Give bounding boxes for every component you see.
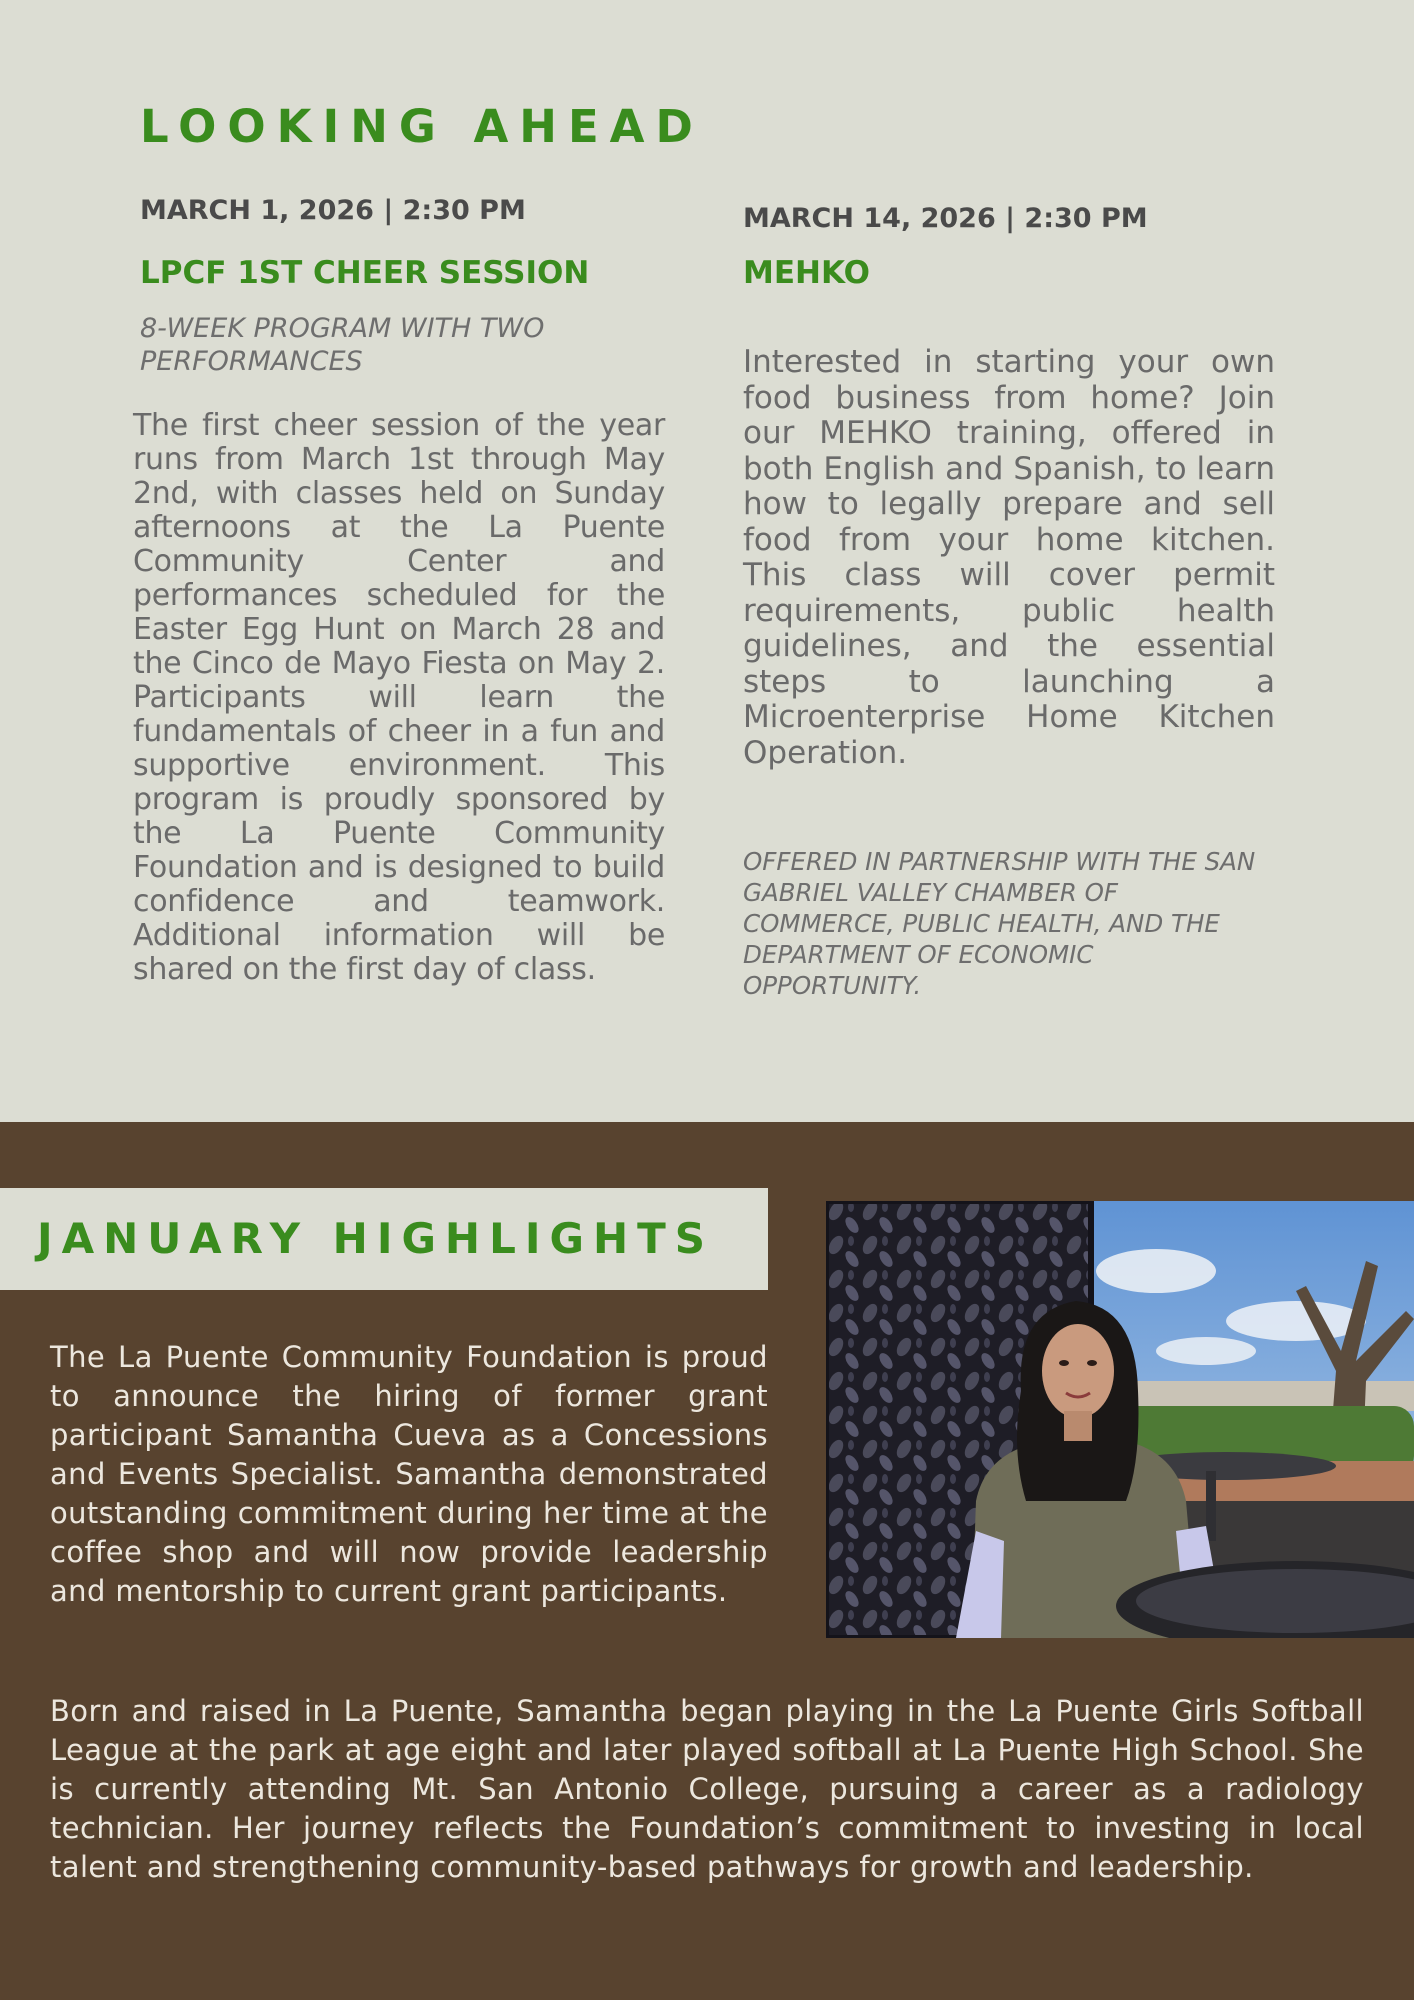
highlights-banner xyxy=(0,1188,768,1290)
portrait-photo xyxy=(826,1201,1414,1638)
right-event-partnership-note: OFFERED IN PARTNERSHIP WITH THE SAN GABRIEL VALLEY CHAMBER OF COMMERCE, PUBLIC HEALTH, AND THE DEPARTMENT OF ECONOMIC OPPORTUNITY. xyxy=(743,847,1256,1000)
right-event-date: MARCH 14, 2026 | 2:30 PM xyxy=(743,203,1148,234)
highlights-paragraph-2: Born and raised in La Puente, Samantha began playing in the La Puente Girls Softball League at the park at age eight and later played softball at La Puente High School. She is currently attending Mt. San Antonio College, pursuing a career as a radiology technician. Her journey reflects the Foundation’s commitment to investing in local talent and strengthening community-based pathways for growth and leadership. xyxy=(50,1694,1364,1884)
looking-ahead-title: LOOKING AHEAD xyxy=(140,100,704,153)
highlights-paragraph-1: The La Puente Community Foundation is proud to announce the hiring of former grant participant Samantha Cueva as a Concessions and Events Specialist. Samantha demonstrated outstanding commitment during her time at the coffee shop and will now provide leadership and mentorship to current grant participants. xyxy=(50,1340,768,1608)
right-event-title: MEHKO xyxy=(743,255,870,291)
left-event-body: The first cheer session of the year runs from March 1st through May 2nd, with classes held on Sunday afternoons at the La Puente Community Center and performances scheduled for the Easter Egg Hunt on March 28 and the Cinco de Mayo Fiesta on May 2. Participants will learn the fundamentals of cheer in a fun and supportive environment. This program is proudly sponsored by the La Puente Community Foundation and is designed to build confidence and teamwork. Additional information will be shared on the first day of class. xyxy=(133,408,665,987)
left-event-title: LPCF 1ST CHEER SESSION xyxy=(140,255,590,291)
january-highlights-title: JANUARY HIGHLIGHTS xyxy=(37,1214,714,1263)
portrait-photo-illustration xyxy=(826,1201,1414,1638)
left-event-date: MARCH 1, 2026 | 2:30 PM xyxy=(140,195,526,226)
january-highlights-section xyxy=(0,1122,1414,2000)
left-event-subtitle: 8-WEEK PROGRAM WITH TWO PERFORMANCES xyxy=(140,313,545,377)
right-event-body: Interested in starting your own food business from home? Join our MEHKO training, offered in both English and Spanish, to learn how to legally prepare and sell food from your home kitchen. This class will cover permit requirements, public health guidelines, and the essential steps to launching a Microenterprise Home Kitchen Operation. xyxy=(743,344,1275,771)
